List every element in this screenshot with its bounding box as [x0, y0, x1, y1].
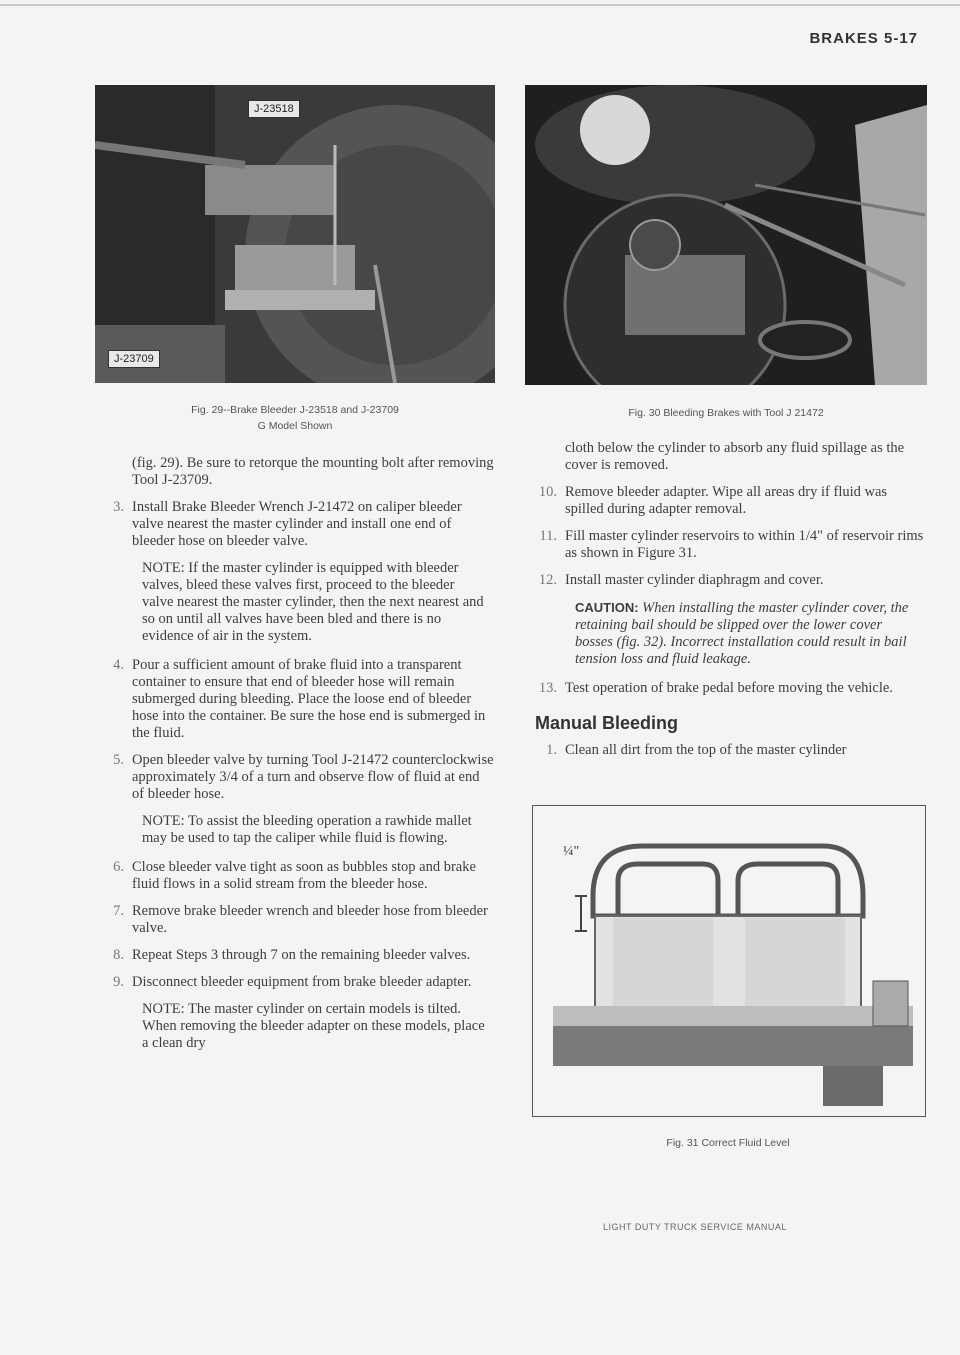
step-number: 4.	[113, 657, 124, 673]
footer-manual-title: LIGHT DUTY TRUCK SERVICE MANUAL	[603, 1222, 787, 1232]
fig30-caption: Fig. 30 Bleeding Brakes with Tool J 21472	[628, 407, 824, 419]
step-text: Remove bleeder adapter. Wipe all areas dry if fluid was spilled during adapter removal.	[565, 484, 888, 517]
step-text: Repeat Steps 3 through 7 on the remaining bleeder valves.	[132, 947, 471, 963]
caution-label: CAUTION:	[575, 600, 639, 615]
step-number: 12.	[538, 572, 557, 588]
fig31-level-label: ¼"	[563, 844, 580, 859]
step-text: Test operation of brake pedal before moving the vehicle.	[565, 680, 893, 696]
step-text: Remove brake bleeder wrench and bleeder hose from bleeder valve.	[132, 903, 488, 936]
note-bleeder-valves: NOTE: If the master cylinder is equipped with bleeder valves, bleed these valves first, proceed to the bleeder valve nearest the master cylinder, then the next nearest and so on until all valves have been bled and there is no evidence of air in the system.	[142, 560, 484, 644]
step-number: 13.	[538, 680, 557, 696]
page-header: BRAKES 5-17	[809, 30, 918, 47]
note-tilted-cylinder: NOTE: The master cylinder on certain models is tilted. When removing the bleeder adapter on these models, place a clean dry	[142, 1001, 485, 1051]
fig29-photo	[95, 85, 495, 383]
step-text: Pour a sufficient amount of brake fluid into a transparent container to ensure that end of bleeder hose will remain submerged during bleeding. Place the loose end of bleeder hose into the container. Be sure the hose end is submerged in the fluid.	[132, 657, 486, 741]
step-3	[102, 499, 495, 550]
step-10	[535, 484, 927, 518]
step-text: Install master cylinder diaphragm and cover.	[565, 572, 824, 588]
right-column	[535, 440, 927, 769]
step-7	[102, 903, 495, 937]
step-number: 1.	[546, 742, 557, 758]
step-number: 7.	[113, 903, 124, 919]
manual-step-1	[535, 742, 927, 759]
fig29-caption-line2: G Model Shown	[257, 420, 333, 432]
fig29-label-j23709: J-23709	[108, 350, 160, 368]
step-number: 10.	[538, 484, 557, 500]
step-number: 5.	[113, 752, 124, 768]
fig29-caption-line1: Fig. 29--Brake Bleeder J-23518 and J-23709	[191, 404, 399, 416]
note-rawhide-mallet: NOTE: To assist the bleeding operation a rawhide mallet may be used to tap the caliper while fluid is flowing.	[142, 813, 472, 846]
step-number: 6.	[113, 859, 124, 875]
fig29-label-j23518: J-23518	[248, 100, 300, 118]
step-6	[102, 859, 495, 893]
right-intro: cloth below the cylinder to absorb any fluid spillage as the cover is removed.	[565, 440, 905, 473]
left-column	[102, 455, 495, 1064]
fig31-diagram	[532, 805, 926, 1117]
step-text: Close bleeder valve tight as soon as bubbles stop and brake fluid flows in a solid stream from the bleeder hose.	[132, 859, 476, 892]
step-9	[102, 974, 495, 991]
step-8	[102, 947, 495, 964]
fig29-caption	[95, 402, 495, 434]
step-text: Install Brake Bleeder Wrench J-21472 on caliper bleeder valve nearest the master cylinder and install one end of bleeder hose on bleeder valve.	[132, 499, 462, 549]
step-11	[535, 528, 927, 562]
step-number: 9.	[113, 974, 124, 990]
fig30-photo	[525, 85, 927, 385]
step-text: Clean all dirt from the top of the master cylinder	[565, 742, 847, 758]
section-heading: Manual Bleeding	[535, 713, 679, 733]
caution-text: When installing the master cylinder cover, the retaining bail should be slipped over the lower cover bosses (fig. 32). Incorrect installation could result in bail tension loss and fluid leakage.	[575, 600, 909, 667]
step-4	[102, 657, 495, 742]
step-text: Open bleeder valve by turning Tool J-21472 counterclockwise approximately 3/4 of a turn and observe flow of fluid at end of bleeder hose.	[132, 752, 494, 802]
step-5	[102, 752, 495, 803]
fig31-caption: Fig. 31 Correct Fluid Level	[666, 1137, 790, 1149]
step-12	[535, 572, 927, 589]
caution-block	[535, 599, 927, 668]
left-intro: (fig. 29). Be sure to retorque the mounting bolt after removing Tool J-23709.	[132, 455, 494, 488]
step-number: 8.	[113, 947, 124, 963]
step-number: 11.	[539, 528, 557, 544]
step-13	[535, 680, 927, 697]
top-rule	[0, 4, 960, 6]
step-text: Fill master cylinder reservoirs to within 1/4" of reservoir rims as shown in Figure 31.	[565, 528, 924, 561]
step-text: Disconnect bleeder equipment from brake bleeder adapter.	[132, 974, 472, 990]
step-number: 3.	[113, 499, 124, 515]
